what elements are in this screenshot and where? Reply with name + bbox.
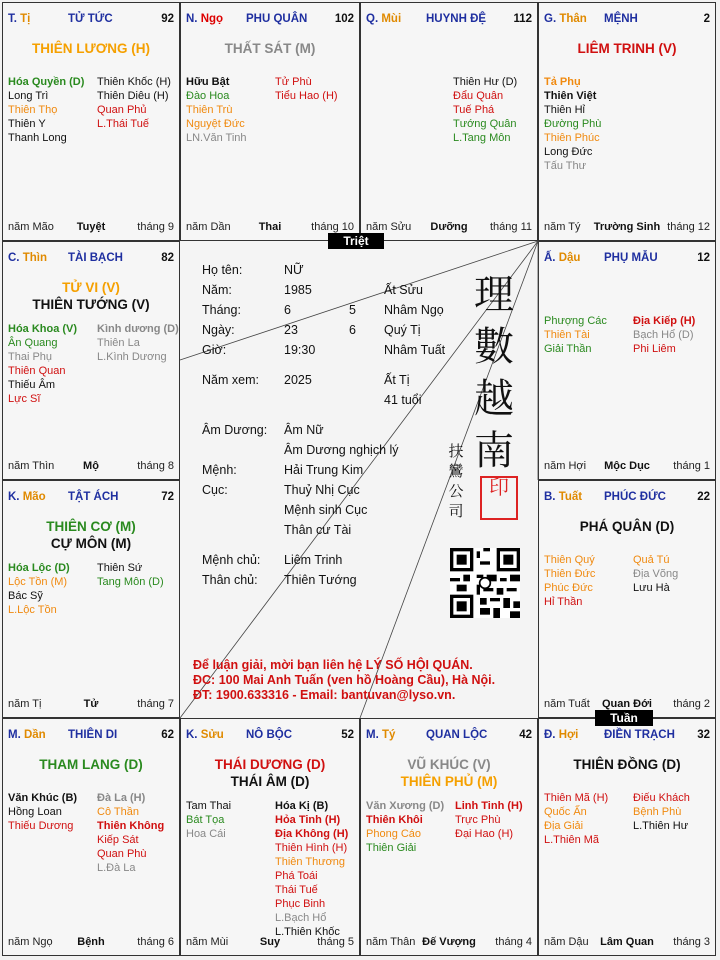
month-label: Tháng: — [202, 303, 241, 317]
life-stage: Quan Đới — [602, 698, 652, 710]
star-item: Tam Thai — [186, 800, 232, 812]
branch-prefix: G. — [544, 13, 557, 25]
amduong-value: Âm Nữ — [284, 423, 324, 437]
star-item: Thiên Quan — [8, 365, 66, 377]
star-item: Tấu Thư — [544, 160, 587, 172]
month-label: tháng 2 — [673, 698, 710, 710]
cuc-value: Thuỷ Nhị Cục — [284, 483, 360, 497]
hour-label: Giờ: — [202, 343, 227, 357]
hour-can: Nhâm Tuất — [384, 343, 446, 357]
life-stage: Suy — [259, 936, 281, 948]
star-item: L.Bạch Hổ — [275, 912, 327, 924]
life-stage: Đế Vượng — [422, 936, 476, 948]
star-item: Thiên Hình (H) — [275, 842, 348, 854]
palace-age: 92 — [161, 13, 174, 25]
branch-prefix: Đ. — [544, 729, 556, 741]
star-item: Thanh Long — [8, 132, 67, 144]
star-item: Địa Không (H) — [275, 828, 349, 840]
main-star: THIÊN TƯỚNG (V) — [32, 297, 150, 312]
main-star: THẤT SÁT (M) — [224, 41, 316, 56]
star-item: Thiên Hỉ — [544, 104, 585, 116]
palace-name: ĐIỀN TRẠCH — [604, 729, 675, 741]
star-item: Lưu Hà — [633, 582, 670, 594]
star-item: Địa Võng — [633, 568, 679, 580]
palace-age: 12 — [697, 252, 710, 264]
star-item: Thiên Khốc (H) — [97, 76, 171, 88]
star-item: Thiếu Âm — [8, 379, 56, 391]
month-label: tháng 1 — [673, 460, 710, 472]
main-star: VŨ KHÚC (V) — [407, 757, 491, 772]
year-label: năm Mùi — [186, 936, 229, 948]
star-item: Hóa Khoa (V) — [8, 323, 78, 335]
star-item: Giải Thần — [544, 343, 592, 355]
star-item: Địa Kiếp (H) — [633, 315, 696, 327]
star-item: Thiên Quý — [544, 554, 595, 566]
branch-name: Tý — [381, 729, 396, 741]
branch-name: Ngọ — [200, 13, 224, 25]
view-age: 41 tuổi — [384, 393, 422, 407]
company-char: 鸞 — [448, 462, 464, 480]
than-cu: Thân cư Tài — [284, 523, 352, 537]
main-star: THIÊN ĐỒNG (D) — [573, 757, 681, 772]
star-item: Long Đức — [544, 146, 593, 158]
life-stage: Thai — [258, 221, 282, 233]
star-item: Thiên Đức — [544, 568, 596, 580]
star-item: Hóa Kị (B) — [275, 800, 329, 812]
view-year-value: 2025 — [284, 373, 312, 387]
star-item: L.Thiên Hư — [633, 820, 689, 832]
palace-age: 52 — [341, 729, 354, 741]
star-item: Thiên Trù — [186, 104, 233, 116]
star-item: Đẩu Quân — [453, 90, 504, 102]
company-text — [446, 441, 466, 521]
main-star: THIÊN LƯƠNG (H) — [32, 41, 150, 56]
star-item: Đào Hoa — [186, 90, 230, 102]
menh-label: Mệnh: — [202, 463, 237, 477]
life-stage: Dưỡng — [430, 221, 468, 233]
star-item: L.Lộc Tồn — [8, 604, 57, 616]
menhchu-label: Mệnh chủ: — [202, 553, 261, 567]
main-star: CỰ MÔN (M) — [50, 536, 132, 551]
star-item: Thiên Mã (H) — [544, 792, 609, 804]
branch-prefix: T. — [8, 13, 17, 25]
calligraphy-char: 理 — [474, 272, 514, 318]
star-item: Quả Tú — [633, 554, 670, 566]
year-label: năm Dần — [186, 221, 231, 233]
palace-age: 2 — [703, 13, 710, 25]
branch-name: Mùi — [381, 13, 402, 25]
palace-age: 62 — [161, 729, 174, 741]
branch-prefix: K. — [8, 491, 20, 503]
life-stage: Lâm Quan — [600, 936, 654, 948]
day-label: Ngày: — [202, 323, 235, 337]
month-label: tháng 11 — [489, 221, 532, 233]
star-item: Tử Phù — [275, 76, 312, 88]
name-value: NỮ — [284, 263, 304, 277]
star-item: Thiên Y — [8, 118, 46, 130]
company-char: 扶 — [448, 442, 464, 460]
year-can: Ất Sửu — [384, 283, 423, 297]
star-item: Thiên Giải — [366, 842, 417, 854]
star-item: Thiên Thương — [275, 856, 346, 868]
palace-name: TẬT ÁCH — [68, 491, 119, 503]
star-item: Đường Phù — [544, 118, 602, 130]
branch-prefix: M. — [8, 729, 21, 741]
star-item: Phong Cáo — [366, 828, 422, 840]
star-item: Hữu Bật — [186, 76, 230, 88]
star-item: Văn Xương (D) — [366, 800, 445, 812]
month-label: tháng 7 — [137, 698, 174, 710]
day-can: Quý Tị — [384, 323, 421, 337]
star-item: Thiên Không — [97, 820, 165, 832]
star-item: Tang Môn (D) — [97, 576, 164, 588]
branch-name: Tuất — [558, 491, 583, 503]
main-star: THIÊN CƠ (M) — [46, 519, 136, 534]
star-item: Thiên La — [97, 337, 140, 349]
palace-age: 82 — [161, 252, 174, 264]
palace-name: PHỤ MẪU — [604, 252, 658, 264]
star-item: Quan Phủ — [97, 104, 147, 116]
branch-name: Mão — [22, 491, 46, 503]
year-value: 1985 — [284, 283, 312, 297]
star-item: Quốc Ấn — [544, 806, 587, 818]
star-item: Phúc Đức — [544, 582, 593, 594]
star-item: Ân Quang — [8, 337, 58, 349]
company-char: 公 — [448, 482, 464, 500]
branch-name: Thân — [559, 13, 587, 25]
star-item: Thiên Phúc — [544, 132, 600, 144]
life-stage: Trường Sinh — [593, 221, 661, 233]
star-item: Kiếp Sát — [97, 834, 139, 846]
star-item: Lộc Tồn (M) — [8, 576, 68, 588]
star-item: Phá Toái — [275, 870, 318, 882]
palace-name: MỆNH — [604, 13, 638, 25]
contact-address: ĐC: 100 Mai Anh Tuấn (ven hồ Hoàng Cầu), Hà Nội. — [193, 673, 496, 687]
star-item: Tả Phụ — [544, 76, 581, 88]
tuan-tag: Tuần — [595, 710, 653, 726]
star-item: Hỏa Tinh (H) — [275, 814, 341, 826]
contact-block — [193, 658, 495, 703]
palace-name: HUYNH ĐỆ — [426, 13, 487, 25]
star-item: Thiên Thọ — [8, 104, 58, 116]
branch-prefix: Ấ. — [544, 252, 556, 264]
star-item: Bát Tọa — [186, 814, 225, 826]
branch-name: Dần — [23, 729, 46, 741]
main-star: PHÁ QUÂN (D) — [579, 519, 675, 534]
branch-name: Thìn — [22, 252, 47, 264]
life-stage: Tử — [83, 698, 99, 710]
year-label: năm Mão — [8, 221, 54, 233]
triet-tag: Triệt — [328, 233, 384, 249]
star-item: Cô Thần — [97, 806, 139, 818]
star-item: Kình dương (D) — [97, 323, 179, 335]
branch-name: Hợi — [558, 729, 579, 741]
star-item: Phượng Các — [544, 315, 607, 327]
star-item: Tiểu Hao (H) — [275, 90, 338, 102]
palace-name: TỬ TỨC — [68, 13, 113, 25]
menhchu-value: Liêm Trinh — [284, 553, 343, 567]
star-item: Phục Binh — [275, 898, 326, 910]
name-label: Họ tên: — [202, 263, 243, 277]
star-item: Nguyệt Đức — [186, 118, 245, 130]
star-item: L.Thiên Mã — [544, 834, 600, 846]
month-label: tháng 12 — [667, 221, 710, 233]
branch-prefix: K. — [186, 729, 198, 741]
star-item: Hồng Loan — [8, 806, 62, 818]
palace-age: 102 — [334, 13, 354, 25]
month-label: tháng 8 — [137, 460, 174, 472]
palace-name: PHÚC ĐỨC — [604, 491, 666, 503]
star-item: L.Đà La — [97, 862, 136, 874]
main-star: TỬ VI (V) — [62, 280, 120, 295]
life-stage: Bệnh — [77, 936, 105, 948]
view-year-can: Ất Tị — [384, 373, 410, 387]
thanchu-value: Thiên Tướng — [284, 573, 357, 587]
star-item: Tướng Quân — [453, 118, 517, 130]
cuc-relation: Mệnh sinh Cục — [284, 503, 368, 517]
day-value: 23 — [284, 323, 298, 337]
star-item: Tuế Phá — [453, 104, 495, 116]
star-item: Bệnh Phù — [633, 806, 682, 818]
main-star: THAM LANG (D) — [39, 757, 143, 772]
palace-age: 42 — [519, 729, 532, 741]
branch-name: Tị — [20, 13, 31, 25]
contact-line: Để luận giải, mời bạn liên hệ LÝ SỐ HỘI QUÁN. — [193, 658, 473, 672]
star-item: Thiên Sứ — [97, 562, 143, 574]
star-item: Hoa Cái — [186, 828, 226, 840]
day-lunar: 6 — [349, 323, 356, 337]
star-item: Phi Liêm — [633, 343, 676, 355]
life-stage: Mộc Dục — [604, 460, 650, 472]
star-item: Thai Phụ — [8, 351, 53, 363]
calligraphy-char: 數 — [474, 324, 514, 370]
star-item: Thiên Việt — [544, 90, 597, 102]
year-label: Năm: — [202, 283, 232, 297]
branch-name: Sửu — [200, 729, 224, 741]
company-char: 司 — [448, 502, 464, 520]
main-star: THÁI DƯƠNG (D) — [214, 757, 326, 772]
star-item: Thiên Khôi — [366, 814, 423, 826]
star-item: Trực Phù — [455, 814, 501, 826]
star-item: LN.Văn Tinh — [186, 132, 247, 144]
star-item: L.Tang Môn — [453, 132, 511, 144]
star-item: Hóa Lộc (D) — [8, 562, 70, 574]
month-value: 6 — [284, 303, 291, 317]
star-item: L.Thiên Khốc — [275, 926, 340, 938]
year-label: năm Tý — [544, 221, 581, 233]
life-stage: Tuyệt — [76, 221, 106, 233]
qr-code[interactable] — [450, 548, 520, 618]
palace-age: 72 — [161, 491, 174, 503]
star-item: L.Thái Tuế — [97, 118, 149, 130]
view-year-label: Năm xem: — [202, 373, 259, 387]
star-item: Long Trì — [8, 90, 49, 102]
main-star: LIÊM TRINH (V) — [577, 41, 677, 56]
year-label: năm Tị — [8, 698, 42, 710]
month-label: tháng 3 — [673, 936, 710, 948]
star-item: Hỉ Thần — [544, 596, 583, 608]
calligraphy-char: 越 — [474, 376, 514, 422]
month-lunar: 5 — [349, 303, 356, 317]
red-seal — [480, 476, 518, 520]
year-label: năm Dậu — [544, 936, 589, 948]
life-stage: Mộ — [83, 460, 99, 472]
palace-name: PHU QUÂN — [246, 13, 308, 25]
palace-age: 112 — [513, 13, 532, 25]
star-item: Thái Tuế — [275, 884, 318, 896]
month-label: tháng 5 — [317, 936, 354, 948]
star-item: Điếu Khách — [633, 792, 690, 804]
star-item: Quan Phù — [97, 848, 147, 860]
year-label: năm Sửu — [366, 221, 412, 233]
month-can: Nhâm Ngọ — [384, 303, 444, 317]
branch-name: Dậu — [558, 252, 581, 264]
month-label: tháng 9 — [137, 221, 174, 233]
star-item: Thiên Hư (D) — [453, 76, 518, 88]
menh-value: Hải Trung Kim — [284, 463, 364, 477]
branch-prefix: C. — [8, 252, 20, 264]
star-item: Linh Tinh (H) — [455, 800, 523, 812]
palace-name: NÔ BỘC — [246, 729, 292, 741]
star-item: Địa Giải — [544, 820, 584, 832]
star-item: Thiếu Dương — [8, 820, 74, 832]
branch-prefix: Q. — [366, 13, 379, 25]
hour-value: 19:30 — [284, 343, 316, 357]
calligraphy-char: 南 — [474, 428, 514, 474]
star-item: Thiên Diêu (H) — [97, 90, 169, 102]
star-item: Đà La (H) — [97, 792, 146, 804]
branch-prefix: M. — [366, 729, 379, 741]
year-label: năm Thân — [366, 936, 416, 948]
star-item: Bạch Hổ (D) — [633, 329, 694, 341]
contact-phone-email: ĐT: 1900.633316 - Email: bantuvan@lyso.vn. — [193, 688, 456, 702]
palace-age: 32 — [697, 729, 710, 741]
month-label: tháng 10 — [311, 221, 354, 233]
year-label: năm Thìn — [8, 460, 55, 472]
star-item: L.Kình Dương — [97, 351, 167, 363]
star-item: Thiên Tài — [544, 329, 590, 341]
star-item: Hóa Quyền (D) — [8, 76, 85, 88]
star-item: Lực Sĩ — [8, 393, 41, 405]
seal-text: 印 — [489, 477, 509, 499]
amduong-label: Âm Dương: — [202, 423, 268, 437]
star-item: Bác Sỹ — [8, 590, 43, 602]
thanchu-label: Thân chủ: — [202, 573, 258, 587]
month-label: tháng 6 — [137, 936, 174, 948]
main-star: THÁI ÂM (D) — [230, 774, 310, 789]
star-item: Đại Hao (H) — [455, 828, 514, 840]
year-label: năm Tuất — [544, 698, 590, 710]
month-label: tháng 4 — [495, 936, 532, 948]
palace-age: 22 — [697, 491, 710, 503]
main-star: THIÊN PHỦ (M) — [400, 774, 498, 789]
palace-name: QUAN LỘC — [426, 729, 488, 741]
branch-prefix: N. — [186, 13, 198, 25]
branch-prefix: B. — [544, 491, 556, 503]
star-item: Văn Khúc (B) — [8, 792, 78, 804]
amduong-note: Âm Dương nghịch lý — [284, 443, 399, 457]
calligraphy — [470, 269, 518, 477]
year-label: năm Ngọ — [8, 936, 53, 948]
year-label: năm Hợi — [544, 460, 587, 472]
palace-name: THIÊN DI — [68, 729, 118, 741]
palace-name: TÀI BẠCH — [68, 252, 123, 264]
cuc-label: Cục: — [202, 483, 228, 497]
